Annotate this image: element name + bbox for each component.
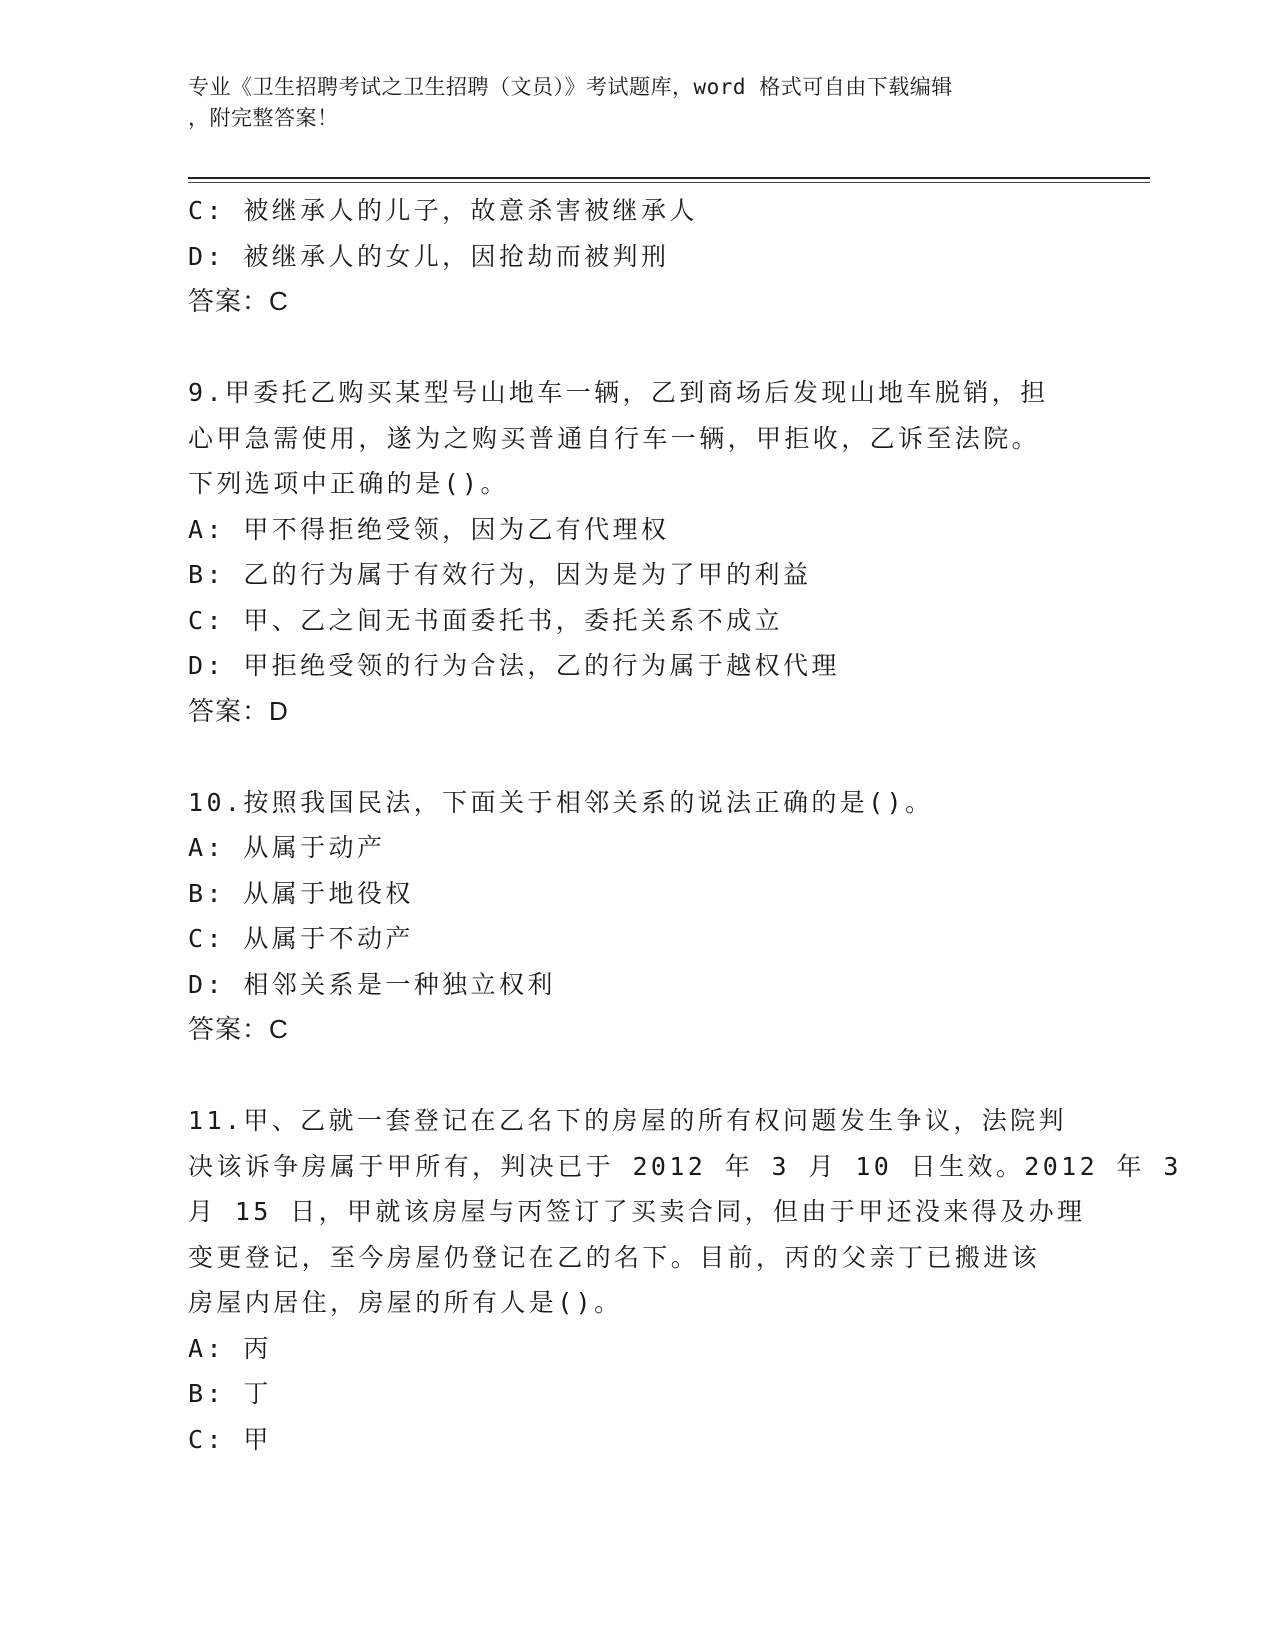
q11-option-b: B: 丁: [188, 1379, 272, 1408]
q11-stem-line-3: 月 15 日，甲就该房屋与丙签订了买卖合同，但由于甲还没来得及办理: [188, 1197, 1086, 1226]
q9-answer: 答案：D: [188, 695, 289, 726]
q8-option-d: D: 被继承人的女儿，因抢劫而被判刑: [188, 241, 670, 271]
question-11: [188, 1098, 1182, 1462]
q9-option-b: B: 乙的行为属于有效行为，因为是为了甲的利益: [188, 560, 812, 589]
q11-option-c: C: 甲: [188, 1424, 272, 1454]
q10-answer: 答案：C: [188, 1014, 289, 1044]
q11-stem-line-1: 11.甲、乙就一套登记在乙名下的房屋的所有权问题发生争议，法院判: [188, 1106, 1067, 1135]
q8-option-c: C: 被继承人的儿子，故意杀害被继承人: [188, 196, 698, 225]
q9-stem-line-3: 下列选项中正确的是()。: [188, 469, 509, 498]
question-9: [188, 370, 1088, 734]
q11-stem-line-4: 变更登记，至今房屋仍登记在乙的名下。目前，丙的父亲丁已搬进该: [188, 1242, 1041, 1272]
header-line-1: 专业《卫生招聘考试之卫生招聘（文员）》考试题库，word 格式可自由下载编辑: [188, 75, 953, 99]
header-divider-thick: [188, 177, 1150, 179]
header-line-2: ，附完整答案！: [188, 106, 339, 130]
q11-stem-line-5: 房屋内居住，房屋的所有人是()。: [188, 1288, 623, 1317]
question-list: [188, 188, 1182, 1462]
q10-option-d: D: 相邻关系是一种独立权利: [188, 969, 556, 999]
spacer: [188, 1053, 1088, 1099]
spacer: [188, 325, 1088, 371]
question-10: [188, 780, 1088, 1053]
q10-option-a: A: 从属于动产: [188, 833, 386, 862]
q9-stem-line-2: 心甲急需使用，遂为之购买普通自行车一辆，甲拒收，乙诉至法院。: [188, 423, 1041, 453]
q9-option-a: A: 甲不得拒绝受领，因为乙有代理权: [188, 514, 670, 544]
header-divider-thin: [188, 182, 1150, 183]
q10-option-b: B: 从属于地役权: [188, 878, 414, 908]
q11-option-a: A: 丙: [188, 1333, 272, 1363]
q11-stem-line-2: 决该诉争房属于甲所有，判决已于 2012 年 3 月 10 日生效。2012 年 3: [188, 1151, 1182, 1181]
q9-option-c: C: 甲、乙之间无书面委托书，委托关系不成立: [188, 605, 783, 635]
q10-option-c: C: 从属于不动产: [188, 924, 414, 953]
question-8-tail: [188, 188, 1088, 325]
q9-stem-line-1: 9.甲委托乙购买某型号山地车一辆，乙到商场后发现山地车脱销，担: [188, 378, 1049, 407]
q10-stem-line-1: 10.按照我国民法，下面关于相邻关系的说法正确的是()。: [188, 787, 934, 817]
q9-option-d: D: 甲拒绝受领的行为合法，乙的行为属于越权代理: [188, 651, 840, 680]
document-header: [188, 72, 1068, 134]
spacer: [188, 734, 1088, 780]
q8-answer: 答案：C: [188, 286, 289, 316]
